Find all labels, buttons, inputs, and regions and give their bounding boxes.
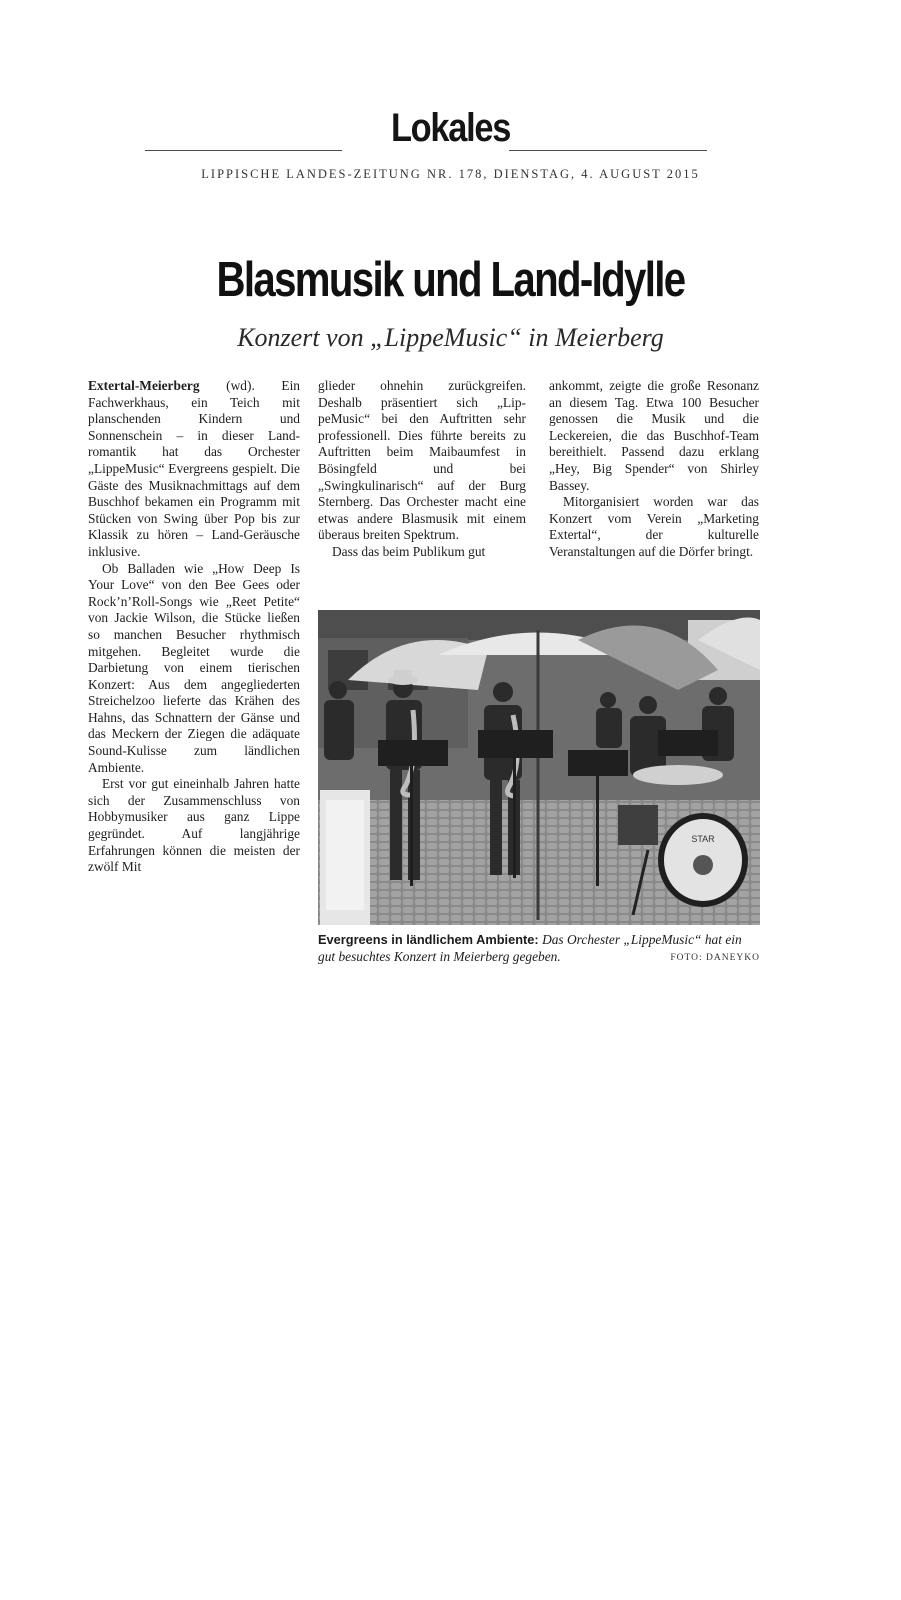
orchestra-photo-illustration — [318, 610, 760, 925]
article-column-2 — [318, 378, 526, 561]
paragraph: Erst vor gut eineinhalb Jahren hatte sich der Zusammenschluss von Hobbymusiker aus ganz Lippe gegründet. Auf langjährige Erfahrungen können die meisten der zwölf Mit — [88, 776, 300, 875]
photo-credit: FOTO: DANEYKO — [670, 953, 760, 963]
masthead-line: LIPPISCHE LANDES-ZEITUNG NR. 178, DIENSTAG, 4. AUGUST 2015 — [201, 167, 700, 181]
dateline: Extertal-Meierberg — [88, 378, 200, 393]
article-column-1 — [88, 378, 300, 876]
caption-text: Das Orchester „LippeMusic“ hat ein gut besuchtes Konzert in Meierberg gegeben. — [318, 932, 742, 964]
article-column-3 — [549, 378, 759, 561]
paragraph: Ob Balladen wie „How Deep Is Your Love“ von den Bee Gees oder Rock’n’Roll-Songs wie „Reet Petite“ von Jackie Wilson, die Stücke ließen so manchen Besucher rhythmisch mitgehen. Begleitet wurde die Darbietung von einem tierischen Konzert: Aus dem angegliederten Streichelzoo lieferte das Krähen des Hahns, das Schnattern der Gänse und das Meckern der Ziegen die adäquate Sound-Kulisse zum ländlichen Ambiente. — [88, 560, 300, 775]
paragraph: glieder ohnehin zurückgreifen. Deshalb präsentiert sich „LippeMusic“ bei den Auftritten sehr professionell. Dies führte bereits zu Auftritten beim Maibaumfest in Bösingfeld und bei „Swingkulinarisch“ auf der Burg Sternberg. Das Orchester macht eine etwas andere Blasmusik mit einem überaus breiten Spektrum. — [318, 378, 526, 543]
orchestra-photo — [318, 610, 760, 925]
caption-lead: Evergreens in ländlichem Ambiente: — [318, 932, 539, 947]
paragraph — [88, 378, 300, 561]
article-subhead: Konzert von „LippeMusic“ in Meierberg — [237, 323, 664, 352]
drum-label: STAR — [691, 834, 715, 844]
paragraph-text: (wd). Ein Fachwerkhaus, ein Teich mit planschenden Kindern und Sonnenschein – in dieser Landromantik hat das Orchester „LippeMusic“ Evergreens gespielt. Die Gäste des Musiknachmittags auf dem Buschhof bekamen ein Programm mit Stücken von Swing über Pop bis zur Klassik zu hören – Land-Geräusche inklusive. — [88, 378, 300, 559]
paragraph: ankommt, zeigte die große Resonanz an diesem Tag. Etwa 100 Besucher genossen die Musik und die Leckereien, die das Buschhof-Team bereithielt. Passend dazu erklang „Hey, Big Spender“ von Shirley Bassey. — [549, 378, 759, 493]
section-title: Lokales — [390, 106, 511, 150]
paragraph: Dass das beim Publikum gut — [332, 543, 486, 559]
article-headline: Blasmusik und Land-Idylle — [216, 253, 685, 307]
paragraph: Mitorganisiert worden war das Konzert vom Verein „Marketing Extertal“, der kulturelle Veranstaltungen auf die Dörfer bringt. — [549, 494, 759, 559]
